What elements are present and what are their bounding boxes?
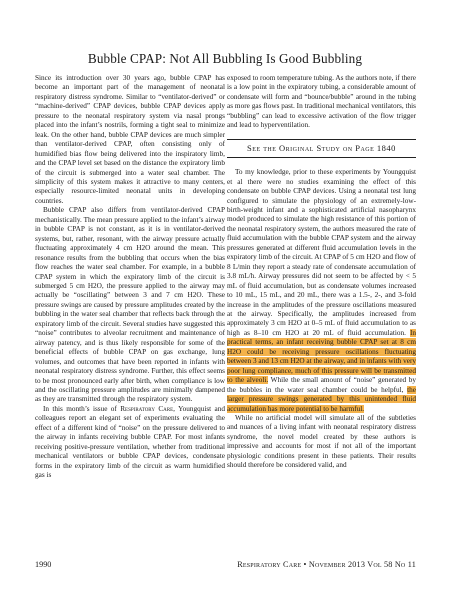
paragraph-experiments-body: To my knowledge, prior to these experiments by Youngquist et al there were no studies examining the effect of this condensate on bubble CPAP devices. Using a neonatal test lung configured to simulate the physiology of an extremely-low-birth-weight infant and a sophisticated artificial nasopharynx model produced to simulate the high resistance of this portion of the neonatal respiratory system, the authors measured the rate of fluid accumulation with the bubble CPAP system and the airway pressures generated at different fluid accumulation levels in the expiratory limb of the circuit. At CPAP of 5 cm H2O and flow of 8 L/min they report a steady rate of condensate accumulation of 3.8 mL/h. Airway pressures did not seem to be affected by < 5 mL of fluid accumulation, but as condensate volumes increased to 10 mL, 15 mL, and 20 mL, there was a 1.5-, 2-, and 3-fold increase in the amplitudes of the pressure oscillations measured at the airway. Specifically, the amplitudes increased from approximately 3 cm H2O at 0–5 mL of fluid accumulation to as high as 8–10 cm H2O at 20 mL of fluid accumulation. [227, 168, 416, 337]
journal-footer: Respiratory Care • November 2013 Vol 58 No 11 [237, 560, 416, 569]
paragraph-model-validity: While no artificial model will simulate all of the subtleties and nuances of a living infant with neonatal respiratory distress syndrome, the novel model created by these authors is impressive and accounts for most if not all of the important physiologic conditions present in these patients. Their results should therefore be considered valid, and [227, 413, 416, 470]
paragraph-intro: Since its introduction over 30 years ago, bubble CPAP has become an important part of the management of neonatal respiratory distress syndrome. Similar to “ventilator-derived” or “machine-derived” CPAP devices, bubble CPAP devices apply pressure to the neonatal respiratory system via nasal prongs placed into the infant’s nostrils, forming a tight seal to minimize leak. On the other hand, bubble CPAP devices are much simpler than ventilator-derived CPAP, often consisting only of humidified bias flow being delivered into the inspiratory limb, and the CPAP level set based on the distance the expiratory limb of the circuit is submerged into a water seal chamber. The simplicity of this system makes it attractive to many centers, especially resource-limited neonatal units in developing countries. [35, 74, 225, 205]
highlight-larger-pressure-swings: the larger pressure swings generated by this unintended fluid accumulation has more potential to be harmful. [227, 385, 416, 413]
paragraph-mechanism: Bubble CPAP also differs from ventilator-derived CPAP mechanistically. The mean pressure applied to the infant’s airway in bubble CPAP is not constant, as it is in ventilator-derived systems, but, rather, resonant, with the airway pressure actually fluctuating approximately 4 cm H2O around the mean. This resonance results from the bubbling that occurs when the bias flow reaches the water seal chamber. For example, in a bubble CPAP system in which the expiratory limb of the circuit is submerged 5 cm H2O, the pressure applied to the airway may actually be “oscillating” between 3 and 7 cm H2O. These pressure swings are caused by pressure amplitudes created by the bubbling in the water seal chamber that reflects back through the expiratory limb of the circuit. Several studies have suggested this “noise” contributes to alveolar recruitment and maintenance of airway patency, and is thus likely responsible for some of the beneficial effects of bubble CPAP on gas exchange, lung volumes, and outcomes that have been reported in infants with neonatal respiratory distress syndrome. Further, this effect seems to be most pronounced early after birth, when compliance is low and the oscillating pressure amplitudes are minimally dampened as they are transmitted through the respiratory system. [35, 206, 225, 404]
paragraph-condensate: exposed to room temperature tubing. As the authors note, if there is a low point in the expiratory tubing, a considerable amount of condensate will form and “bounce/bubble” around in the tubing as more gas flows past. In traditional mechanical ventilators, this “bubbling” can lead to excessive activation of the flow trigger and lead to hyperventilation. [227, 74, 416, 130]
highlight-practical-terms: In practical terms, an infant receiving bubble CPAP set at 8 cm H2O could be receiving pressure oscillations fluctuating between 3 and 13 cm H2O at the airway, and in infants with very poor lung compliance, much of this pressure will be transmitted to the alveoli. [227, 328, 416, 385]
paragraph-experiments-tail: While the small amount of “noise” generated by the bubbles in the water seal chamber could be helpful, [227, 376, 416, 394]
article-title: Bubble CPAP: Not All Bubbling Is Good Bubbling [87, 50, 363, 66]
right-column [227, 74, 416, 471]
paragraph-this-issue-body: , Youngquist and colleagues report an elegant set of experiments evaluating the effect of a different kind of “noise” on the pressure delivered to the airway in infants receiving bubble CPAP. For most infants receiving positive-pressure ventilation, whether from traditional mechanical ventilators or bubble CPAP devices, condensate forms in the expiratory limb of the circuit as warm humidified gas is [35, 404, 226, 480]
see-original-study-link[interactable] [227, 139, 416, 158]
paragraph-this-issue [35, 405, 225, 481]
see-original-study-label: See the Original Study on Page 1840 [247, 142, 396, 153]
paragraph-this-issue-lead: In this month’s issue of [43, 404, 121, 413]
page-number: 1990 [35, 560, 52, 569]
paragraph-experiments [227, 168, 416, 414]
left-column [35, 74, 225, 480]
journal-name: Respiratory Care [120, 404, 174, 413]
